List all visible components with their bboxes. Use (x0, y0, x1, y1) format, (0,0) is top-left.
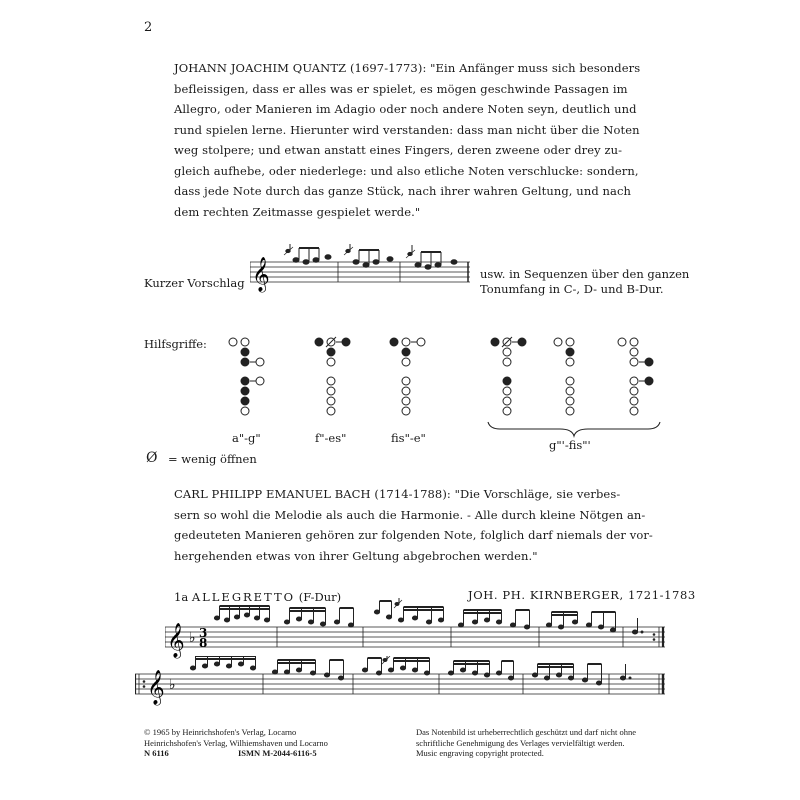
footer-rights-1: Das Notenbild ist urheberrechtlich geschützt und darf nicht ohne (416, 727, 636, 737)
quote-line: JOHANN JOACHIM QUANTZ (1697-1773): "Ein Anfänger muss sich besonders (174, 61, 641, 75)
fingering-charts (220, 330, 670, 440)
quantz-quote (174, 58, 674, 222)
vorschlag-note-2: Tonumfang in C-, D- und B-Dur. (480, 282, 664, 296)
fingering-label: fis"-e" (391, 431, 426, 445)
quote-line: sern so wohl die Melodie als auch die Harmonie. - Alle durch kleine Nötgen an- (174, 507, 646, 522)
flat-icon: ♭ (169, 677, 176, 693)
quote-line: gleich aufhebe, oder niederlege: und also etliche Noten verschlucke: sondern, (174, 163, 639, 178)
fingering-label: f"-es" (315, 431, 347, 445)
footer-rights-2: schriftliche Genehmigung des Verlages vervielfältigt werden. (416, 737, 625, 748)
piece-key: (F-Dur) (298, 590, 342, 604)
vorschlag-note-1: usw. in Sequenzen über den ganzen (480, 267, 690, 281)
piece-tempo: ALLEGRETTO (191, 590, 296, 604)
half-open-symbol: Ø (146, 450, 158, 466)
quote-line: gedeuteten Manieren gehören zur folgenden Note, folglich darf niemals der vor- (174, 528, 653, 542)
quote-line: befleissigen, dass er alles was er spielet, es mögen geschwinde Passagen im (174, 81, 628, 96)
time-sig-bottom: 8 (199, 636, 208, 650)
quote-line: CARL PHILIPP EMANUEL BACH (1714-1788): "Die Vorschläge, sie verbes- (174, 487, 621, 501)
quote-line: rund spielen lerne. Hierunter wird verstanden: dass man nicht über die Noten (174, 122, 640, 137)
music-staff-2 (135, 656, 670, 714)
treble-clef-icon: 𝄞 (167, 623, 185, 658)
page-number: 2 (144, 20, 153, 35)
hilfsgriffe-label: Hilfsgriffe: (144, 337, 207, 351)
footer-right (416, 727, 636, 759)
footer-ismn: ISMN M-2044-6116-5 (238, 748, 317, 758)
footer-copyright: © 1965 by Heinrichshofen's Verlag, Locarno (144, 727, 297, 737)
bach-quote (174, 484, 674, 566)
quote-line: Allegro, oder Manieren im Adagio oder noch andere Noten seyn, deutlich und (174, 102, 637, 116)
composer: JOH. PH. KIRNBERGER, 1721-1783 (468, 588, 696, 602)
quote-line: weg stolpere; und etwan anstatt eines Fingers, deren zweene oder drey zu- (174, 143, 623, 157)
footer-catalog: N 6116 (144, 748, 169, 758)
footer-publisher: Heinrichshofen's Verlag, Wilhiemshaven und Locarno (144, 737, 328, 748)
fingering-label: g"'-fis"' (549, 438, 591, 452)
quote-line: dass jede Note durch das ganze Stück, nach ihrer wahren Geltung, und nach (174, 184, 632, 198)
fingering-label: a"-g" (232, 431, 261, 445)
quote-line: dem rechten Zeitmasse gespielet werde." (174, 204, 421, 219)
piece-number: 1a (174, 590, 189, 604)
vorschlag-label: Kurzer Vorschlag (144, 276, 245, 290)
quote-line: hergehenden etwas von ihrer Geltung abgebrochen werden." (174, 548, 538, 563)
time-sig-top: 3 (199, 626, 208, 640)
footer-rights-3: Music engraving copyright protected. (416, 748, 544, 758)
legend-text: = wenig öffnen (168, 452, 257, 466)
vorschlag-staff (250, 244, 475, 294)
treble-clef-icon: 𝄞 (252, 257, 270, 292)
flat-icon: ♭ (189, 630, 196, 646)
treble-clef-icon: 𝄞 (147, 670, 165, 705)
